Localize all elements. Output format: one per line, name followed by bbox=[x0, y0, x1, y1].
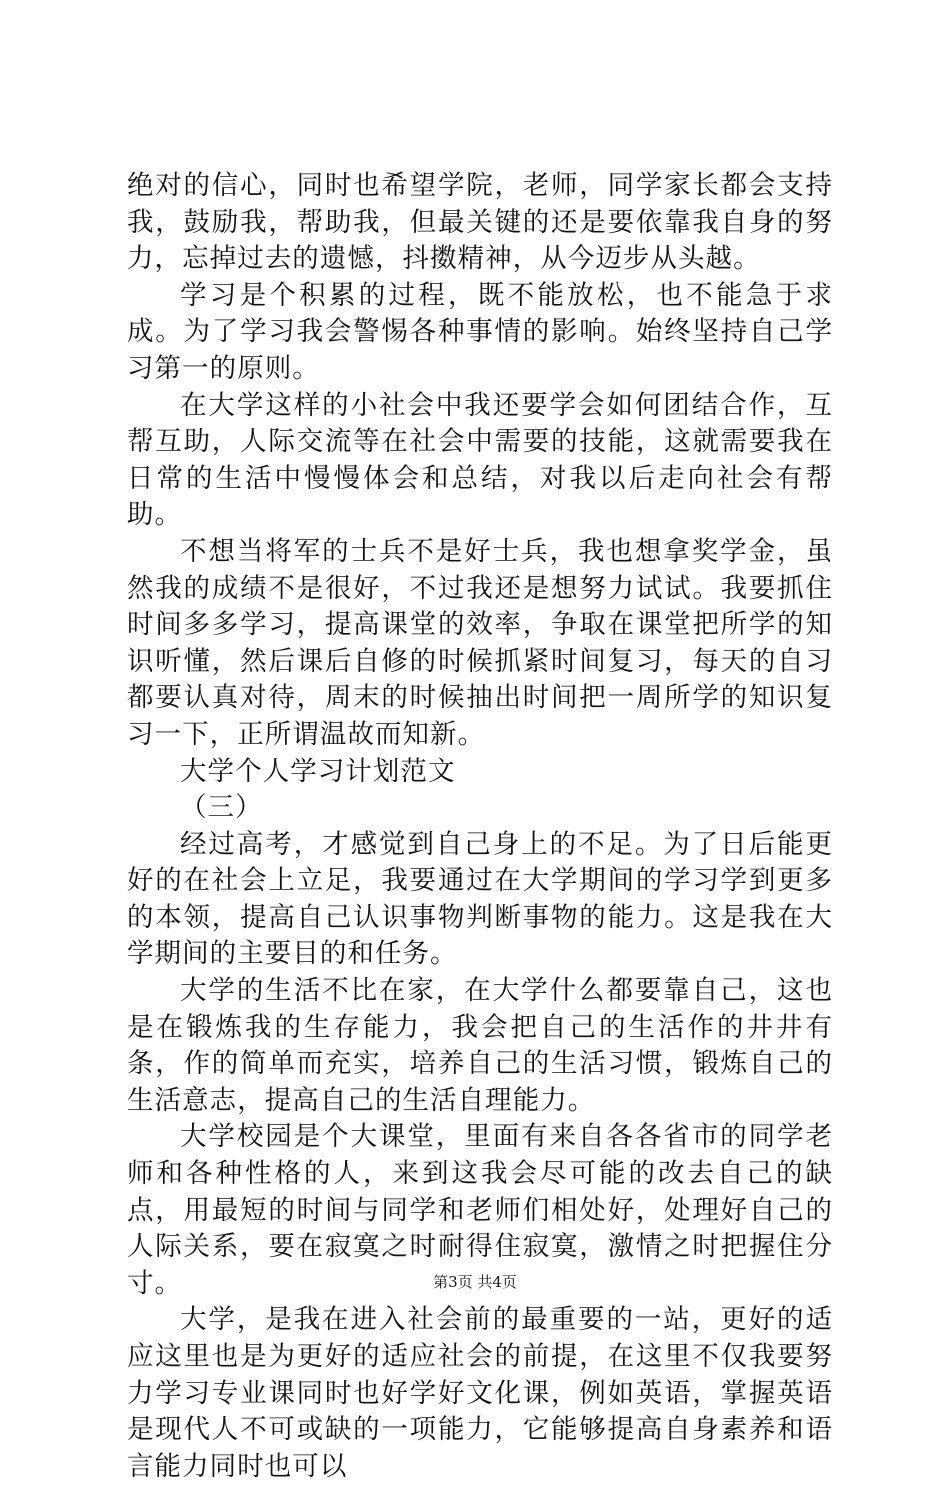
paragraph: 大学，是我在进入社会前的最重要的一站，更好的适应这里也是为更好的适应社会的前提，在这里不仅我要努力学习专业课同时也好学好文化课，例如英语，掌握英语是现代人不可或缺的一项能力，它能够提高自身素养和语言能力同时也可以 bbox=[127, 1304, 833, 1482]
paragraph: 大学校园是个大课堂，里面有来自各各省市的同学老师和各种性格的人，来到这我会尽可能的改去自己的缺点，用最短的时间与同学和老师们相处好，处理好自己的人际关系，要在寂寞之时耐得住寂寞，激情之时把握住分寸。 bbox=[127, 1121, 833, 1299]
paragraph: 学习是个积累的过程，既不能放松，也不能急于求成。为了学习我会警惕各种事情的影响。始终坚持自己学习第一的原则。 bbox=[127, 279, 833, 384]
section-number: （三） bbox=[180, 792, 263, 824]
paragraph: 不想当将军的士兵不是好士兵，我也想拿奖学金，虽然我的成绩不是很好，不过我还是想努力试试。我要抓住时间多多学习，提高课堂的效率，争取在课堂把所学的知识听懂，然后课后自修的时候抓紧时间复习，每天的自习都要认真对待，周末的时候抽出时间把一周所学的知识复习一下，正所谓温故而知新。 bbox=[127, 535, 833, 750]
paragraph: 经过高考，才感觉到自己身上的不足。为了日后能更好的在社会上立足，我要通过在大学期间的学习学到更多的本领，提高自己认识事物判断事物的能力。这是我在大学期间的主要目的和任务。 bbox=[127, 828, 833, 970]
paragraph: 大学的生活不比在家，在大学什么都要靠自己，这也是在锻炼我的生存能力，我会把自己的生活作的井井有条，作的简单而充实，培养自己的生活习惯，锻炼自己的生活意志，提高自己的生活自理能力。 bbox=[127, 975, 833, 1116]
section-title: 大学个人学习计划范文 bbox=[180, 755, 456, 787]
paragraph: 在大学这样的小社会中我还要学会如何团结合作，互帮互助，人际交流等在社会中需要的技能，这就需要我在日常的生活中慢慢体会和总结，对我以后走向社会有帮助。 bbox=[127, 389, 833, 531]
page-footer: 第3页 共4页 bbox=[433, 1273, 517, 1291]
paragraph: 绝对的信心，同时也希望学院，老师，同学家长都会支持我，鼓励我，帮助我，但最关键的还是要依靠我自身的努力，忘掉过去的遗憾，抖擞精神，从今迈步从头越。 bbox=[127, 170, 833, 275]
